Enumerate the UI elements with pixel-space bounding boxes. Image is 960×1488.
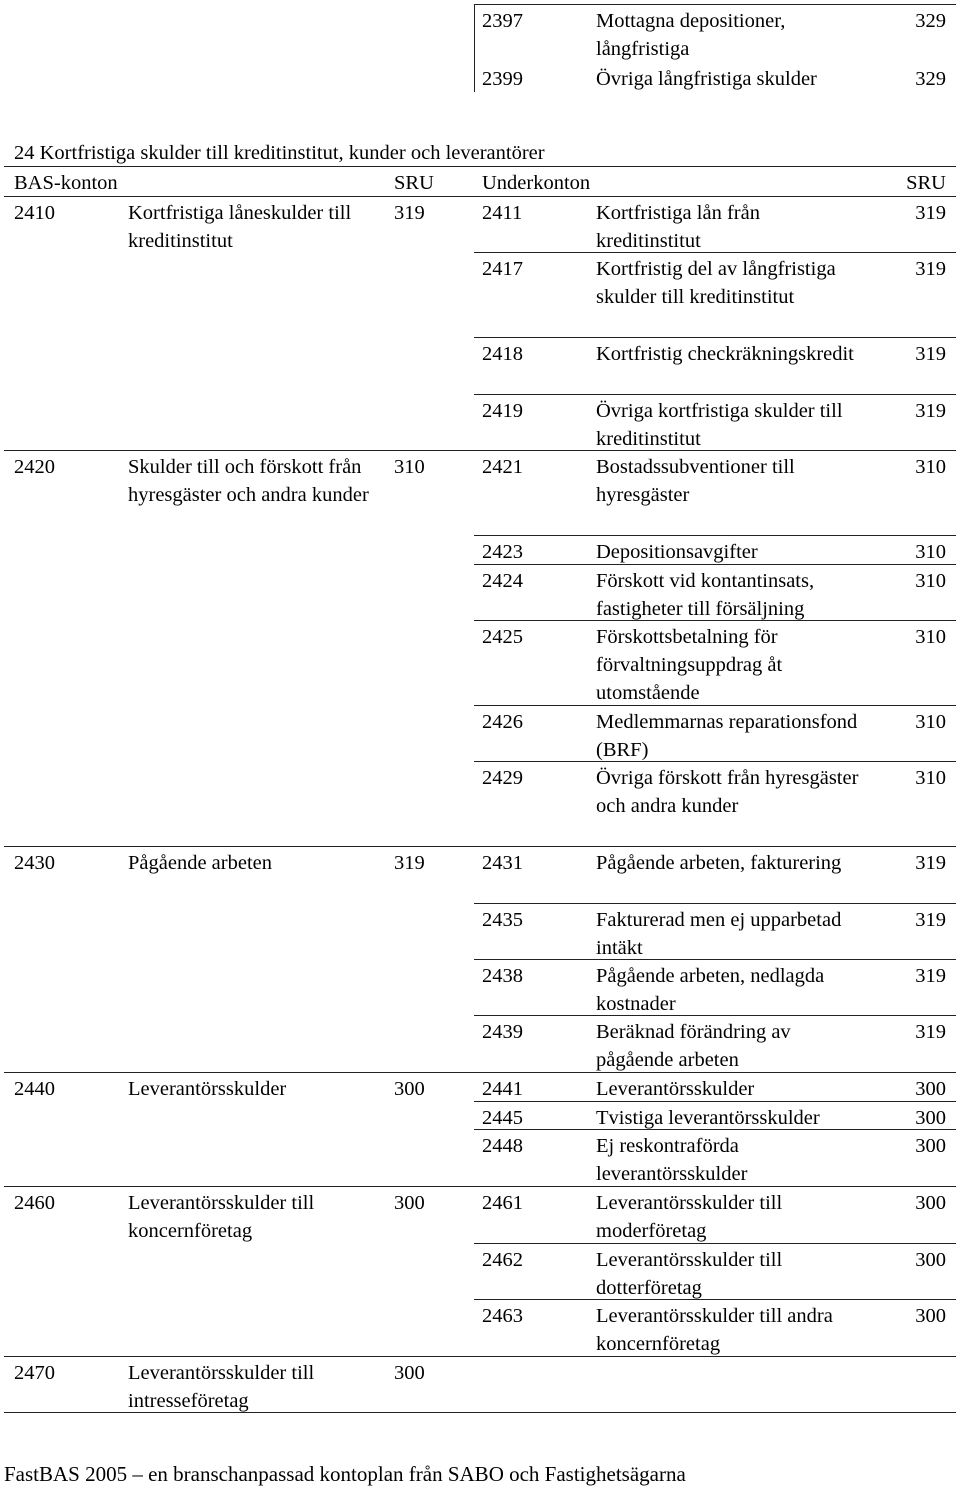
table-row xyxy=(0,4,960,62)
subaccount-number: 2426 xyxy=(482,711,523,733)
section-title-row xyxy=(0,136,960,166)
subaccount-number: 2424 xyxy=(482,570,523,592)
subaccount-name: Beräknad förändring av pågående arbeten xyxy=(596,1021,791,1071)
subaccount-number: 2431 xyxy=(482,852,523,874)
table-row xyxy=(0,1072,960,1101)
table-rule xyxy=(4,1412,956,1413)
bas-account-number: 2440 xyxy=(14,1078,55,1100)
subaccount-sru: 310 xyxy=(915,541,946,563)
subaccount-name: Leverantörsskulder xyxy=(596,1078,755,1100)
table-row xyxy=(0,337,960,394)
subaccount-name: Förskott vid kontantinsats, fastigheter till försäljning xyxy=(596,570,815,620)
subaccount-number: 2417 xyxy=(482,258,523,280)
table-row xyxy=(0,196,960,252)
subaccount-number: 2461 xyxy=(482,1192,523,1214)
table-row xyxy=(0,1015,960,1072)
table-row xyxy=(0,450,960,535)
subaccount-number: 2397 xyxy=(482,10,523,32)
subaccount-name: Kortfristiga lån från kreditinstitut xyxy=(596,202,760,252)
subaccount-name: Tvistiga leverantörsskulder xyxy=(596,1107,820,1129)
subaccount-name: Leverantörsskulder till dotterföretag xyxy=(596,1249,783,1299)
table-header xyxy=(0,166,960,196)
subaccount-number: 2423 xyxy=(482,541,523,563)
subaccount-number: 2435 xyxy=(482,909,523,931)
bas-account-name: Leverantörsskulder xyxy=(128,1078,287,1100)
bas-account-sru: 300 xyxy=(394,1362,425,1384)
section-title: 24 Kortfristiga skulder till kreditinstitut, kunder och leverantörer xyxy=(14,142,545,164)
table-row xyxy=(0,903,960,959)
subaccount-sru: 300 xyxy=(915,1249,946,1271)
subaccount-name: Övriga kortfristiga skulder till kreditinstitut xyxy=(596,400,843,450)
subaccount-sru: 310 xyxy=(915,456,946,478)
subaccount-name: Fakturerad men ej upparbetad intäkt xyxy=(596,909,842,959)
subaccount-sru: 310 xyxy=(915,767,946,789)
subaccount-number: 2425 xyxy=(482,626,523,648)
bas-account-sru: 300 xyxy=(394,1078,425,1100)
bas-account-name: Leverantörsskulder till koncernföretag xyxy=(128,1192,315,1242)
column-header-sru: SRU xyxy=(394,172,434,194)
subaccount-name: Förskottsbetalning för förvaltningsuppdrag åt utomstående xyxy=(596,626,783,704)
subaccount-number: 2421 xyxy=(482,456,523,478)
subaccount-sru: 310 xyxy=(915,626,946,648)
subaccount-number: 2448 xyxy=(482,1135,523,1157)
subaccount-sru: 300 xyxy=(915,1192,946,1214)
subaccount-name: Kortfristig del av långfristiga skulder till kreditinstitut xyxy=(596,258,836,308)
table-row xyxy=(0,1101,960,1129)
table-row xyxy=(0,620,960,705)
table-row xyxy=(0,252,960,337)
subaccount-number: 2439 xyxy=(482,1021,523,1043)
table-row xyxy=(0,535,960,564)
subaccount-sru: 319 xyxy=(915,202,946,224)
table-row xyxy=(0,761,960,846)
column-header-subaccounts: Underkonton xyxy=(482,172,591,194)
subaccount-sru: 319 xyxy=(915,1021,946,1043)
bas-account-sru: 310 xyxy=(394,456,425,478)
subaccount-number: 2463 xyxy=(482,1305,523,1327)
subaccount-number: 2445 xyxy=(482,1107,523,1129)
subaccount-name: Pågående arbeten, fakturering xyxy=(596,852,842,874)
subaccount-number: 2441 xyxy=(482,1078,523,1100)
subaccount-name: Leverantörsskulder till moderföretag xyxy=(596,1192,783,1242)
subaccount-name: Mottagna depositioner, långfristiga xyxy=(596,10,786,60)
table-row xyxy=(0,62,960,92)
table-row xyxy=(0,1299,960,1356)
subaccount-sru: 319 xyxy=(915,965,946,987)
subaccount-number: 2399 xyxy=(482,68,523,90)
bas-account-number: 2460 xyxy=(14,1192,55,1214)
subaccount-sru: 329 xyxy=(915,68,946,90)
table-row xyxy=(0,705,960,761)
subaccount-name: Medlemmarnas reparationsfond (BRF) xyxy=(596,711,858,761)
table-row xyxy=(0,1186,960,1243)
bas-account-name: Skulder till och förskott från hyresgäster och andra kunder xyxy=(128,456,369,506)
bas-account-number: 2410 xyxy=(14,202,55,224)
page-footer: FastBAS 2005 – en branschanpassad kontoplan från SABO och Fastighetsägarna xyxy=(4,1462,686,1486)
subaccount-name: Leverantörsskulder till andra koncernföretag xyxy=(596,1305,833,1355)
column-header-bas: BAS-konton xyxy=(14,172,118,194)
subaccount-name: Bostadssubventioner till hyresgäster xyxy=(596,456,795,506)
table-row xyxy=(0,846,960,903)
subaccount-name: Pågående arbeten, nedlagda kostnader xyxy=(596,965,825,1015)
bas-account-number: 2430 xyxy=(14,852,55,874)
subaccount-number: 2418 xyxy=(482,343,523,365)
subaccount-sru: 300 xyxy=(915,1305,946,1327)
subaccount-sru: 300 xyxy=(915,1135,946,1157)
subaccount-name: Övriga långfristiga skulder xyxy=(596,68,817,90)
bas-account-number: 2420 xyxy=(14,456,55,478)
bas-account-name: Leverantörsskulder till intresseföretag xyxy=(128,1362,315,1412)
subaccount-sru: 319 xyxy=(915,258,946,280)
bas-account-number: 2470 xyxy=(14,1362,55,1384)
subaccount-name: Övriga förskott från hyresgäster och andra kunder xyxy=(596,767,859,817)
subaccount-number: 2429 xyxy=(482,767,523,789)
table-row xyxy=(0,564,960,620)
bas-account-name: Pågående arbeten xyxy=(128,852,272,874)
table-row xyxy=(0,959,960,1015)
table-row xyxy=(0,1356,960,1412)
subaccount-number: 2438 xyxy=(482,965,523,987)
subaccount-name: Kortfristig checkräkningskredit xyxy=(596,343,854,365)
subaccount-sru: 300 xyxy=(915,1078,946,1100)
subaccount-sru: 319 xyxy=(915,852,946,874)
subaccount-sru: 329 xyxy=(915,10,946,32)
subaccount-number: 2419 xyxy=(482,400,523,422)
subaccount-name: Ej reskontraförda leverantörsskulder xyxy=(596,1135,748,1185)
bas-account-sru: 319 xyxy=(394,852,425,874)
subaccount-sru: 319 xyxy=(915,343,946,365)
subaccount-sru: 310 xyxy=(915,570,946,592)
subaccount-name: Depositionsavgifter xyxy=(596,541,758,563)
table-row xyxy=(0,1243,960,1299)
bas-account-sru: 319 xyxy=(394,202,425,224)
column-header-sub-sru: SRU xyxy=(906,172,946,194)
subaccount-sru: 319 xyxy=(915,909,946,931)
table-row xyxy=(0,1129,960,1186)
subaccount-sru: 300 xyxy=(915,1107,946,1129)
bas-account-name: Kortfristiga låneskulder till kreditinstitut xyxy=(128,202,352,252)
subaccount-sru: 319 xyxy=(915,400,946,422)
table-row xyxy=(0,394,960,450)
subaccount-number: 2462 xyxy=(482,1249,523,1271)
bas-account-sru: 300 xyxy=(394,1192,425,1214)
subaccount-number: 2411 xyxy=(482,202,523,224)
subaccount-sru: 310 xyxy=(915,711,946,733)
